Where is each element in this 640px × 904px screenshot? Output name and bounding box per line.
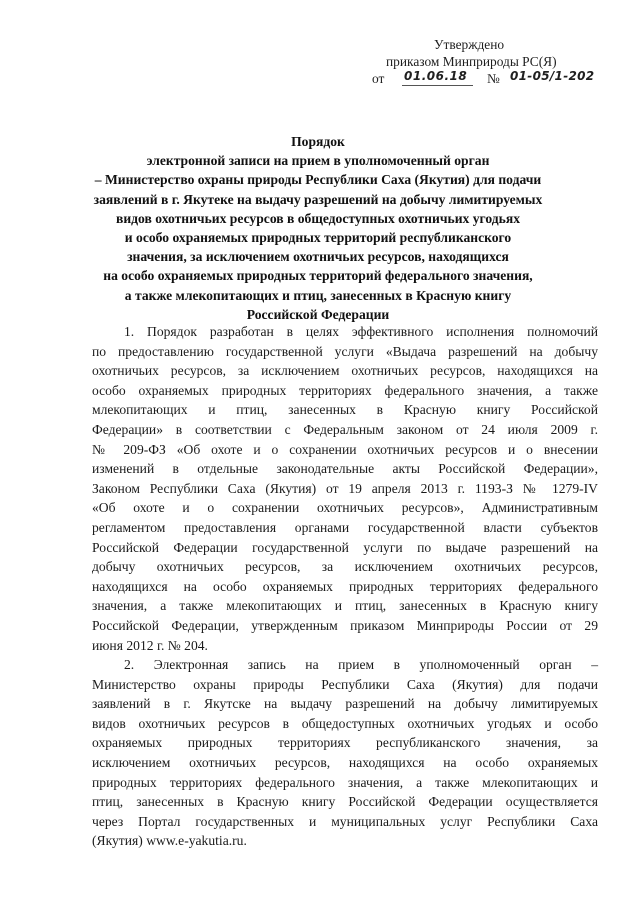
paragraph-line: Министерство охраны природы Республики Саха (Якутия) для подачи	[92, 676, 598, 692]
title-line: а также млекопитающих и птиц, занесенных в Красную книгу	[124, 287, 512, 303]
paragraph-line: «Об охоте и о сохранении охотничьих ресурсов», Административным	[92, 500, 598, 516]
paragraph-2	[92, 655, 598, 851]
title-line: на особо охраняемых природных территорий федерального значения,	[103, 268, 533, 284]
paragraph-line: значения, а также млекопитающих и птиц, занесенных в Красную книгу	[92, 598, 598, 614]
paragraph-line: природных территориях федерального значения, а также млекопитающих и	[92, 774, 598, 790]
title-line: значения, за исключением охотничьих ресурсов, находящихся	[127, 249, 509, 265]
paragraph-line: регламентом предоставления органами государственной власти субъектов	[92, 519, 598, 535]
paragraph-line: Российской Федерации, утвержденным приказом Минприроды России от 29	[92, 617, 598, 633]
approval-date-number-line	[372, 70, 622, 89]
approval-handwritten-date: 01.06.18	[402, 68, 473, 86]
paragraph-line: 1. Порядок разработан в целях эффективного исполнения полномочий	[124, 324, 598, 339]
paragraph-line: Федерации» в соответствии с Федеральным законом от 24 июля 2009 г.	[92, 421, 598, 437]
paragraph-line: № 209-ФЗ «Об охоте и о сохранении охотничьих ресурсов и о внесении	[92, 441, 598, 457]
paragraph-line: Российской Федерации государственной услуги по выдаче разрешений на	[92, 539, 598, 555]
paragraph-1	[92, 322, 598, 655]
paragraph-line: добычу охотничьих ресурсов, за исключением охотничьих ресурсов,	[92, 559, 598, 575]
paragraph-line: заявлений в г. Якутске на выдачу разрешений на добычу лимитируемых	[92, 696, 598, 712]
title-line: – Министерство охраны природы Республики Саха (Якутия) для подачи	[94, 172, 542, 188]
paragraph-line: охотничьих ресурсов, за исключением охотничьих ресурсов, находящихся на	[92, 363, 598, 379]
title-line: заявлений в г. Якутеке на выдачу разрешений на добычу лимитируемых	[93, 191, 543, 207]
paragraph-line: находящихся на особо охраняемых природных территориях федерального	[92, 578, 598, 594]
title-line: Порядок	[291, 134, 345, 149]
paragraph-line: Законом Республики Саха (Якутия) от 19 апреля 2013 г. 1193-З № 1279-IV	[92, 480, 598, 496]
title-line: Российской Федерации	[246, 306, 390, 322]
approval-number-sign: №	[487, 71, 500, 86]
paragraph-line: исключением охотничьих ресурсов, находящихся на особо охраняемых	[92, 755, 598, 771]
title-line: видов охотничьих ресурсов в общедоступных охотничьих угодьях	[115, 210, 520, 226]
document-title	[92, 132, 544, 324]
title-line: электронной записи на прием в уполномоченный орган	[146, 153, 490, 169]
paragraph-line: через Портал государственных и муниципальных услуг Республики Саха	[92, 813, 598, 829]
document-body	[92, 322, 598, 851]
approval-date-prefix: от	[372, 71, 385, 86]
paragraph-line: птиц, занесенных в Красную книгу Российской Федерации осуществляется	[92, 794, 598, 810]
paragraph-line: (Якутия) www.e-yakutia.ru.	[92, 833, 247, 849]
paragraph-line: охраняемых природных территориях республиканского значения, за	[92, 735, 598, 751]
approval-stamp-block	[372, 36, 622, 89]
paragraph-line: особо охраняемых природных территориях федерального значения, а также	[92, 382, 598, 398]
paragraph-line: видов охотничьих ресурсов в общедоступных охотничьих угодьях и особо	[92, 715, 598, 731]
paragraph-line: 2. Электронная запись на прием в уполномоченный орган –	[124, 657, 598, 673]
paragraph-line: изменений в отдельные законодательные акты Российской Федерации»,	[92, 461, 598, 477]
approval-heading: Утверждено	[434, 37, 505, 52]
paragraph-line: июня 2012 г. № 204.	[92, 637, 208, 653]
title-line: и особо охраняемых природных территорий республиканского	[124, 230, 512, 246]
paragraph-line: млекопитающих и птиц, занесенных в Красную книгу Российской	[92, 402, 598, 418]
approval-handwritten-number: 01-05/1-202	[510, 69, 595, 83]
paragraph-line: по предоставлению государственной услуги «Выдача разрешений на добычу	[92, 343, 598, 359]
approval-order-line: приказом Минприроды РС(Я)	[386, 54, 557, 69]
